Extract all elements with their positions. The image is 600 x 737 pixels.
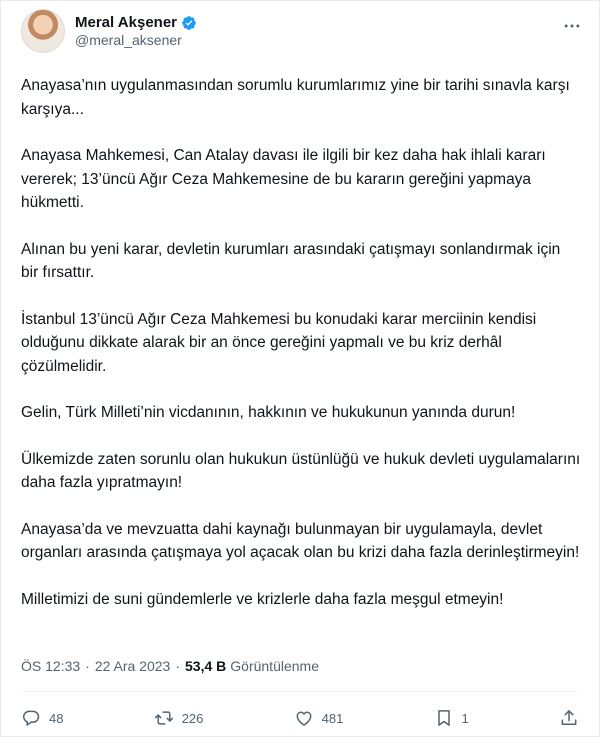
avatar[interactable]: [21, 9, 65, 53]
verified-badge-icon: [181, 15, 197, 31]
tweet-header: [21, 9, 197, 53]
tweet-paragraph: Gelin, Türk Milleti’nin vicdanının, hakkının ve hukukunun yanında durun!: [21, 404, 516, 421]
reply-icon: [21, 708, 41, 728]
author-name-row: [75, 14, 197, 31]
tweet-paragraph: Anayasa Mahkemesi, Can Atalay davası ile ilgili bir kez daha hak ihlali kararı vererek; 13’üncü Ağır Ceza Mahkemesine de bu kararın gereğini yapmaya hükmetti.: [21, 147, 546, 211]
tweet-paragraph: Ülkemizde zaten sorunlu olan hukukun üstünlüğü ve hukuk devleti uygulamalarını daha fazla yıpratmayın!: [21, 450, 581, 491]
meta-separator: ·: [175, 658, 181, 674]
reply-count: 48: [49, 710, 64, 726]
tweet-paragraph: İstanbul 13’üncü Ağır Ceza Mahkemesi bu konudaki karar merciinin kendisi olduğunu dikkate alarak bir an önce gereğini yapmalı ve bu kriz derhâl çözülmelidir.: [21, 310, 537, 375]
like-count: 481: [321, 710, 344, 726]
tweet-time[interactable]: ÖS 12:33: [21, 658, 81, 674]
reply-button[interactable]: [21, 708, 63, 728]
repost-icon: [154, 708, 174, 728]
tweet-text: [21, 74, 581, 634]
bookmark-icon: [434, 708, 454, 728]
author-name[interactable]: Meral Akşener: [75, 14, 177, 31]
more-options-button[interactable]: [561, 15, 583, 37]
bookmark-button[interactable]: [434, 708, 469, 728]
author-info: [75, 14, 197, 48]
repost-count: 226: [181, 710, 204, 726]
like-button[interactable]: [294, 708, 344, 728]
action-bar: [21, 706, 579, 730]
repost-button[interactable]: [154, 708, 204, 728]
share-button[interactable]: [559, 708, 579, 728]
share-icon: [559, 708, 579, 728]
tweet-paragraph: Anayasa’nın uygulanmasından sorumlu kurumlarımız yine bir tarihi sınavla karşı karşıya...: [21, 77, 570, 118]
views-label: Görüntülenme: [230, 658, 319, 674]
tweet-paragraph: Anayasa’da ve mevzuatta dahi kaynağı bulunmayan bir uygulamayla, devlet organları arasında çatışmaya yol açacak olan bu krizi daha fazla derinleştirmeyin!: [21, 520, 580, 561]
heart-icon: [294, 708, 314, 728]
meta-separator: ·: [85, 658, 90, 674]
more-horizontal-icon: [562, 16, 582, 36]
author-handle[interactable]: @meral_aksener: [75, 32, 182, 48]
tweet-date[interactable]: 22 Ara 2023: [94, 658, 171, 674]
divider: [21, 691, 579, 692]
tweet-paragraph: Alınan bu yeni karar, devletin kurumları arasındaki çatışmayı sonlandırmak için bir fırsattır.: [21, 240, 561, 281]
bookmark-count: 1: [461, 710, 469, 726]
tweet-paragraph: Milletimizi de suni gündemlerle ve krizlerle daha fazla meşgul etmeyin!: [21, 590, 504, 608]
views-count: 53,4 B: [185, 658, 227, 674]
tweet-meta: [21, 658, 319, 674]
